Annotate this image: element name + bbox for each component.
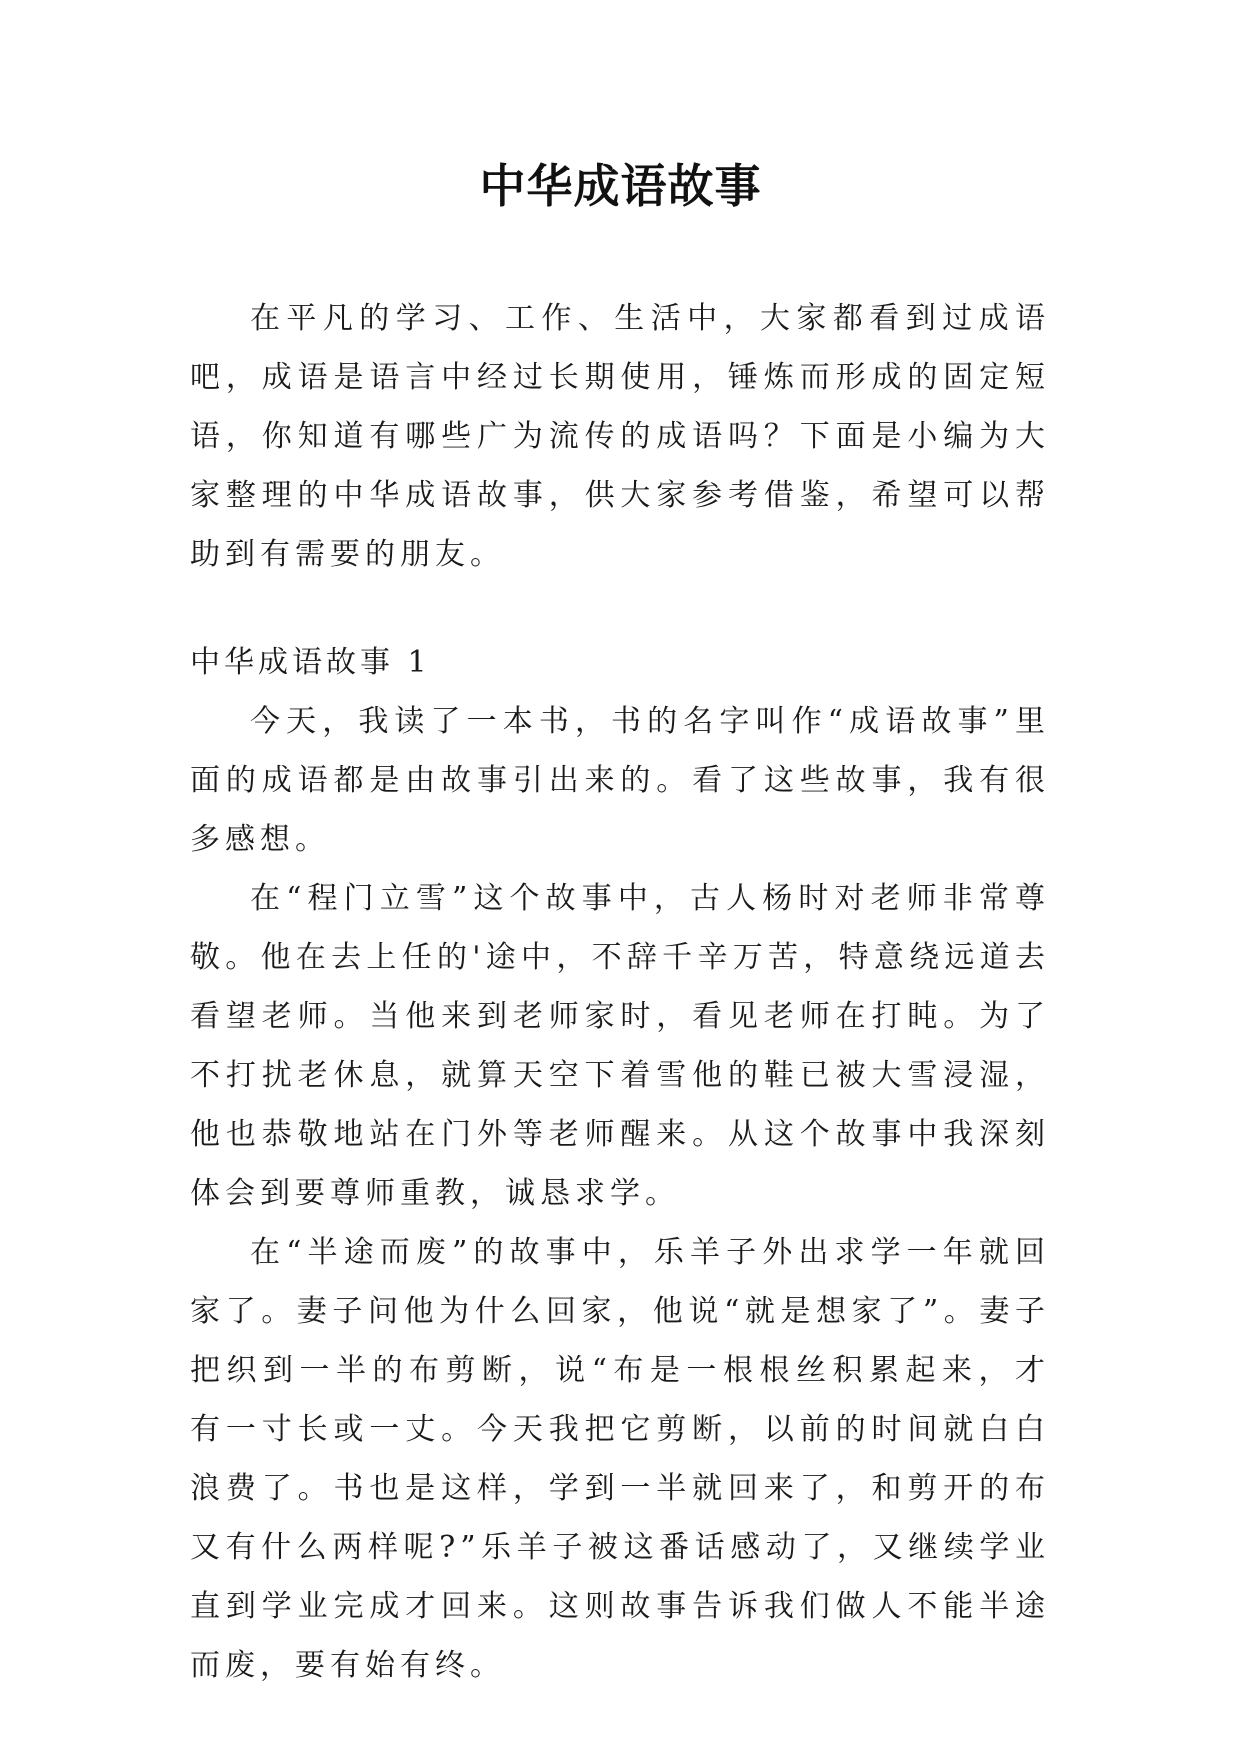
story-paragraph-1: 今天，我读了一本书，书的名字叫作“成语故事”里面的成语都是由故事引出来的。看了这些故事，我有很多感想。: [190, 704, 1050, 857]
intro-block: [190, 289, 1050, 584]
story-block: [190, 692, 1050, 1695]
intro-paragraph: 在平凡的学习、工作、生活中，大家都看到过成语吧，成语是语言中经过长期使用，锤炼而形成的固定短语，你知道有哪些广为流传的成语吗？下面是小编为大家整理的中华成语故事，供大家参考借鉴，希望可以帮助到有需要的朋友。: [190, 301, 1050, 572]
story-paragraph-2: 在“程门立雪”这个故事中，古人杨时对老师非常尊敬。他在去上任的'途中，不辞千辛万苦，特意绕远道去看望老师。当他来到老师家时，看见老师在打盹。为了不打扰老休息，就算天空下着雪他的鞋已被大雪浸湿，他也恭敬地站在门外等老师醒来。从这个故事中我深刻体会到要尊师重教，诚恳求学。: [190, 881, 1050, 1211]
section-heading: 中华成语故事 1: [190, 645, 431, 680]
story-paragraph-3: 在“半途而废”的故事中，乐羊子外出求学一年就回家了。妻子问他为什么回家，他说“就是想家了”。妻子把织到一半的布剪断，说“布是一根根丝积累起来，才有一寸长或一丈。今天我把它剪断，以前的时间就白白浪费了。书也是这样，学到一半就回来了，和剪开的布又有什么两样呢?”乐羊子被这番话感动了，又继续学业直到学业完成才回来。这则故事告诉我们做人不能半途而废，要有始有终。: [190, 1235, 1050, 1683]
document-title: 中华成语故事: [479, 159, 762, 213]
